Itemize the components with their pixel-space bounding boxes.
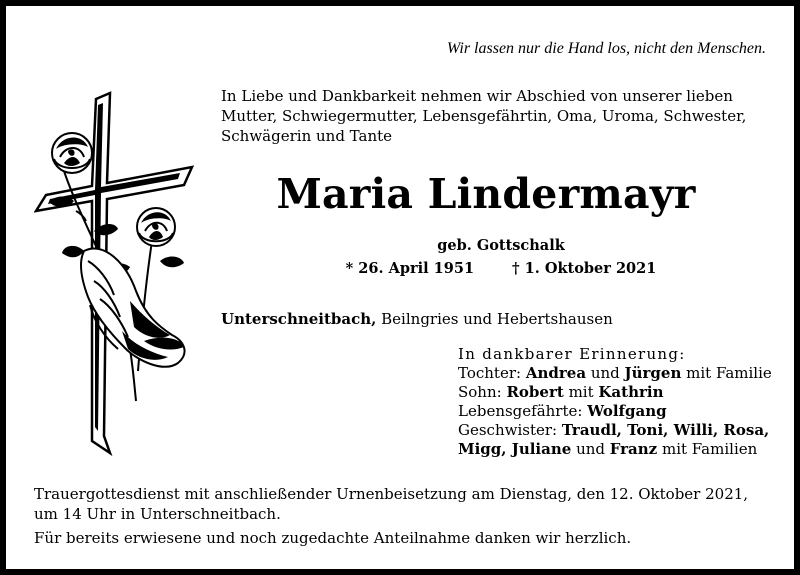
primary-place: Unterschneitbach, <box>221 310 377 328</box>
mourner-siblings: Geschwister: Traudl, Toni, Willi, Rosa, <box>458 421 770 439</box>
mourner-daughter: Tochter: Andrea und Jürgen mit Familie <box>458 364 772 382</box>
mourners-heading: In dankbarer Erinnerung: <box>458 345 686 363</box>
deceased-name: Maria Lindermayr <box>276 170 696 218</box>
motto: Wir lassen nur die Hand los, nicht den Menschen. <box>446 40 766 57</box>
intro-line: Schwägerin und Tante <box>221 127 393 145</box>
other-places: Beilngries und Hebertshausen <box>376 310 613 328</box>
birth-name: geb. Gottschalk <box>437 237 565 254</box>
cross-illustration <box>34 91 202 461</box>
service-notice <box>34 484 748 524</box>
service-line: Trauergottesdienst mit anschließender Urnenbeisetzung am Dienstag, den 12. Oktober 2021, <box>34 485 749 503</box>
intro-line: Mutter, Schwiegermutter, Lebensgefährtin, Oma, Uroma, Schwester, <box>221 107 747 125</box>
places-line <box>221 309 613 329</box>
thanks-note: Für bereits erwiesene und noch zugedachte Anteilnahme danken wir herzlich. <box>34 529 632 547</box>
life-dates <box>221 259 781 279</box>
mourners-list <box>458 345 772 459</box>
mourner-siblings-cont: Migg, Juliane und Franz mit Familien <box>458 440 758 458</box>
rose-icon <box>137 208 175 246</box>
mourner-son: Sohn: Robert mit Kathrin <box>458 383 664 401</box>
service-line: um 14 Uhr in Unterschneitbach. <box>34 505 281 523</box>
intro-line: In Liebe und Dankbarkeit nehmen wir Abschied von unserer lieben <box>221 87 733 105</box>
mourner-partner: Lebensgefährte: Wolfgang <box>458 402 667 420</box>
rose-icon <box>52 133 92 173</box>
birth-date: * 26. April 1951 <box>345 260 475 277</box>
intro-text <box>221 86 781 146</box>
death-date: † 1. Oktober 2021 <box>512 260 657 277</box>
